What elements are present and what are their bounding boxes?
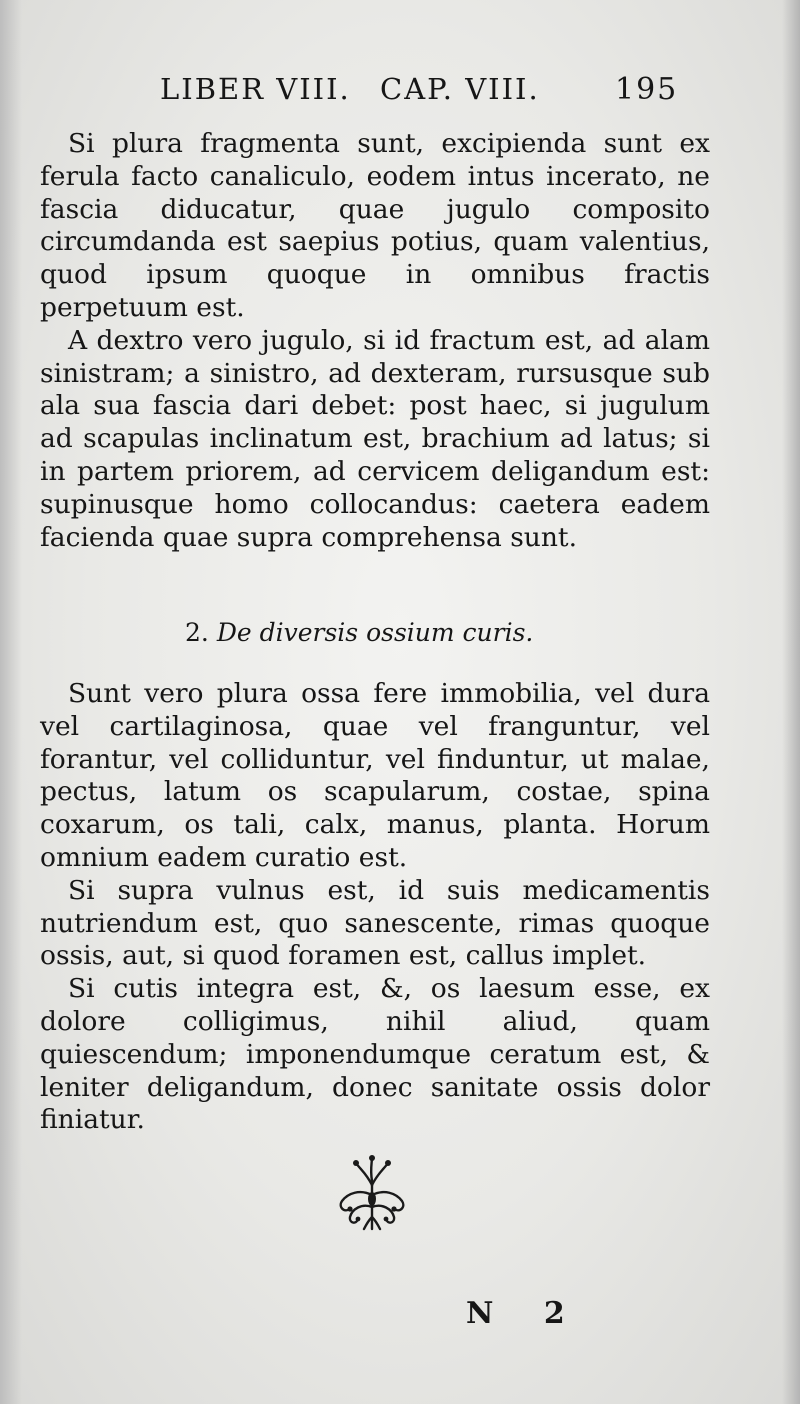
section-number: 2. [185,618,209,647]
page-edge-shadow-left [0,0,22,1404]
paragraph: A dextro vero jugulo, si id fractum est, ad alam sinistram; a sinistro, ad dexteram, rursusque sub ala sua fascia dari debet: post haec, si jugulum ad scapulas inclinatum est, brachium ad latus; si in partem priorem, ad cervicem deligandum est: supinusque homo collocandus: caetera eadem facienda quae supra comprehensa sunt. [40,324,710,553]
signature-mark: N 2 [466,1296,585,1331]
chapter-label: CAP. VIII. [380,72,540,106]
paragraph: Sunt vero plura ossa fere immobilia, vel dura vel cartilaginosa, quae vel franguntur, vel forantur, vel colliduntur, vel finduntur, ut malae, pectus, latum os scapularum, costae, spina coxarum, os tali, calx, manus, planta. Horum omnium eadem curatio est. [40,678,710,873]
page-edge-shadow-right [782,0,800,1404]
page-number: 195 [615,72,679,107]
section-heading [185,618,605,647]
paragraph: Si supra vulnus est, id suis medicamentis nutriendum est, quo sanescente, rimas quoque ossis, aut, si quod foramen est, callus implet. [40,874,710,972]
running-header [160,72,740,116]
section-title: De diversis ossium curis. [216,618,534,647]
text-block-bottom [40,678,710,1137]
book-label: LIBER VIII. [160,72,351,106]
text-block-top [40,128,710,554]
paragraph: Si cutis integra est, &, os laesum esse, ex dolore colligimus, nihil aliud, quam quiescendum; imponendumque ceratum est, & leniter deligandum, donec sanitate ossis dolor finiatur. [40,973,710,1136]
floral-vignette-icon [330,1155,414,1233]
paragraph: Si plura fragmenta sunt, excipienda sunt ex ferula facto canaliculo, eodem intus incerato, ne fascia diducatur, quae jugulo composito circumdanda est saepius potius, quam valentius, quod ipsum quoque in omnibus fractis perpetuum est. [40,128,710,323]
